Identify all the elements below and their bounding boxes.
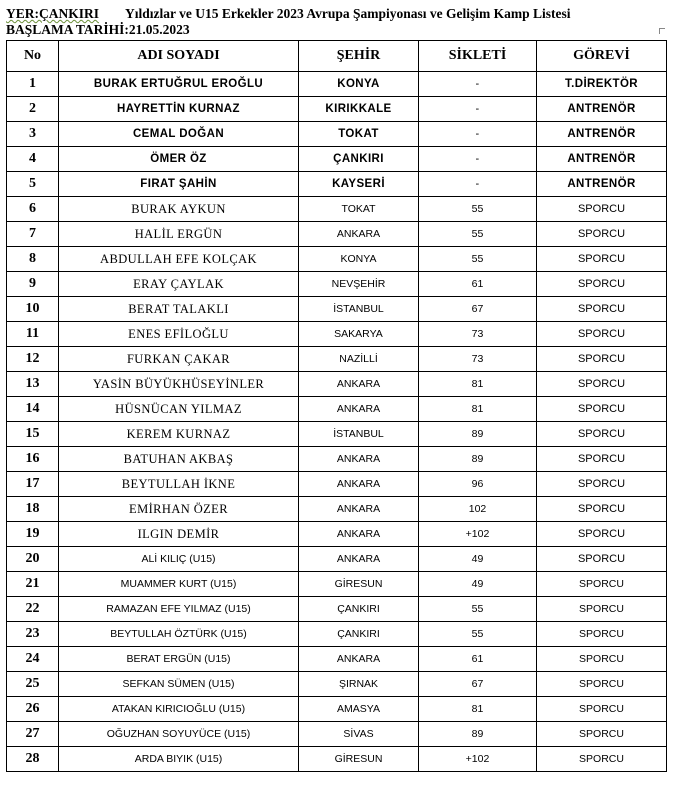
row-name: OĞUZHAN SOYUYÜCE (U15) <box>59 722 299 747</box>
row-role: SPORCU <box>537 622 667 647</box>
table-row <box>7 472 667 497</box>
table-row <box>7 722 667 747</box>
document <box>6 6 666 766</box>
table-row <box>7 172 667 197</box>
row-number: 25 <box>7 672 59 697</box>
row-name: BERAT TALAKLI <box>59 297 299 322</box>
row-city: KAYSERİ <box>299 172 419 197</box>
row-weight: - <box>419 97 537 122</box>
table-row <box>7 572 667 597</box>
page-corner-mark <box>659 28 665 34</box>
row-city: TOKAT <box>299 122 419 147</box>
row-weight: 73 <box>419 347 537 372</box>
location-label: YER:ÇANKIRI <box>6 6 100 21</box>
row-role: ANTRENÖR <box>537 97 667 122</box>
row-name: EMİRHAN ÖZER <box>59 497 299 522</box>
row-city: AMASYA <box>299 697 419 722</box>
row-name: ÖMER ÖZ <box>59 147 299 172</box>
row-weight: 67 <box>419 672 537 697</box>
table-row <box>7 222 667 247</box>
row-role: SPORCU <box>537 722 667 747</box>
row-weight: 61 <box>419 272 537 297</box>
row-weight: - <box>419 72 537 97</box>
row-role: SPORCU <box>537 397 667 422</box>
row-city: ÇANKIRI <box>299 147 419 172</box>
row-weight: 89 <box>419 722 537 747</box>
row-number: 18 <box>7 497 59 522</box>
row-number: 27 <box>7 722 59 747</box>
row-name: ARDA BIYIK (U15) <box>59 747 299 772</box>
row-name: ALİ KILIÇ (U15) <box>59 547 299 572</box>
row-number: 16 <box>7 447 59 472</box>
row-role: SPORCU <box>537 472 667 497</box>
row-role: ANTRENÖR <box>537 172 667 197</box>
table-header-row <box>7 41 667 72</box>
table-row <box>7 397 667 422</box>
row-city: ANKARA <box>299 447 419 472</box>
header-line-1 <box>6 6 666 22</box>
row-number: 20 <box>7 547 59 572</box>
row-name: BURAK AYKUN <box>59 197 299 222</box>
row-role: SPORCU <box>537 447 667 472</box>
row-role: SPORCU <box>537 572 667 597</box>
row-weight: 67 <box>419 297 537 322</box>
row-role: SPORCU <box>537 497 667 522</box>
row-number: 10 <box>7 297 59 322</box>
row-name: BURAK ERTUĞRUL EROĞLU <box>59 72 299 97</box>
row-number: 26 <box>7 697 59 722</box>
row-city: ÇANKIRI <box>299 622 419 647</box>
row-number: 14 <box>7 397 59 422</box>
row-city: İSTANBUL <box>299 422 419 447</box>
row-number: 23 <box>7 622 59 647</box>
row-name: YASİN BÜYÜKHÜSEYİNLER <box>59 372 299 397</box>
row-city: İSTANBUL <box>299 297 419 322</box>
table-row <box>7 447 667 472</box>
row-city: ANKARA <box>299 547 419 572</box>
row-weight: - <box>419 172 537 197</box>
row-weight: +102 <box>419 747 537 772</box>
row-city: ANKARA <box>299 472 419 497</box>
row-name: BEYTULLAH ÖZTÜRK (U15) <box>59 622 299 647</box>
row-role: SPORCU <box>537 297 667 322</box>
row-role: ANTRENÖR <box>537 147 667 172</box>
row-name: HÜSNÜCAN YILMAZ <box>59 397 299 422</box>
row-city: KONYA <box>299 247 419 272</box>
column-header-no: No <box>7 41 59 72</box>
row-city: ANKARA <box>299 397 419 422</box>
row-weight: 81 <box>419 372 537 397</box>
table-row <box>7 347 667 372</box>
row-city: ANKARA <box>299 522 419 547</box>
row-role: SPORCU <box>537 272 667 297</box>
row-weight: 55 <box>419 247 537 272</box>
row-role: SPORCU <box>537 247 667 272</box>
row-name: KEREM KURNAZ <box>59 422 299 447</box>
table-row <box>7 422 667 447</box>
column-header-role: GÖREVİ <box>537 41 667 72</box>
row-city: GİRESUN <box>299 572 419 597</box>
row-role: SPORCU <box>537 422 667 447</box>
row-weight: 81 <box>419 397 537 422</box>
table-row <box>7 372 667 397</box>
row-number: 9 <box>7 272 59 297</box>
row-weight: 81 <box>419 697 537 722</box>
row-role: SPORCU <box>537 597 667 622</box>
row-weight: 89 <box>419 422 537 447</box>
document-title: Yıldızlar ve U15 Erkekler 2023 Avrupa Şampiyonası ve Gelişim Kamp Listesi <box>125 6 571 21</box>
row-number: 5 <box>7 172 59 197</box>
row-role: ANTRENÖR <box>537 122 667 147</box>
row-name: ENES EFİLOĞLU <box>59 322 299 347</box>
row-role: SPORCU <box>537 747 667 772</box>
table-row <box>7 147 667 172</box>
row-weight: - <box>419 147 537 172</box>
row-weight: 102 <box>419 497 537 522</box>
row-number: 11 <box>7 322 59 347</box>
row-role: SPORCU <box>537 222 667 247</box>
row-role: SPORCU <box>537 547 667 572</box>
table-row <box>7 522 667 547</box>
row-number: 1 <box>7 72 59 97</box>
row-name: HAYRETTİN KURNAZ <box>59 97 299 122</box>
row-name: FIRAT ŞAHİN <box>59 172 299 197</box>
table-row <box>7 497 667 522</box>
row-number: 17 <box>7 472 59 497</box>
row-name: ILGIN DEMİR <box>59 522 299 547</box>
table-row <box>7 297 667 322</box>
row-weight: 49 <box>419 572 537 597</box>
row-weight: 49 <box>419 547 537 572</box>
row-role: SPORCU <box>537 197 667 222</box>
row-weight: 55 <box>419 197 537 222</box>
row-number: 28 <box>7 747 59 772</box>
column-header-name: ADI SOYADI <box>59 41 299 72</box>
table-row <box>7 97 667 122</box>
row-weight: 55 <box>419 222 537 247</box>
table-row <box>7 647 667 672</box>
row-name: RAMAZAN EFE YILMAZ (U15) <box>59 597 299 622</box>
row-city: ANKARA <box>299 372 419 397</box>
row-number: 24 <box>7 647 59 672</box>
table-row <box>7 72 667 97</box>
row-weight: 55 <box>419 622 537 647</box>
row-city: ŞIRNAK <box>299 672 419 697</box>
row-number: 8 <box>7 247 59 272</box>
table-row <box>7 322 667 347</box>
row-number: 7 <box>7 222 59 247</box>
row-city: ANKARA <box>299 222 419 247</box>
column-header-weight: SİKLETİ <box>419 41 537 72</box>
row-number: 6 <box>7 197 59 222</box>
column-header-city: ŞEHİR <box>299 41 419 72</box>
row-role: SPORCU <box>537 522 667 547</box>
row-name: FURKAN ÇAKAR <box>59 347 299 372</box>
table-row <box>7 622 667 647</box>
row-city: ANKARA <box>299 497 419 522</box>
table-row <box>7 247 667 272</box>
row-role: SPORCU <box>537 347 667 372</box>
row-number: 2 <box>7 97 59 122</box>
table-row <box>7 197 667 222</box>
row-role: SPORCU <box>537 672 667 697</box>
row-weight: 73 <box>419 322 537 347</box>
row-name: ATAKAN KIRICIOĞLU (U15) <box>59 697 299 722</box>
row-name: CEMAL DOĞAN <box>59 122 299 147</box>
row-number: 15 <box>7 422 59 447</box>
row-number: 3 <box>7 122 59 147</box>
row-weight: 89 <box>419 447 537 472</box>
table-row <box>7 697 667 722</box>
row-city: GİRESUN <box>299 747 419 772</box>
start-date-label: BAŞLAMA TARİHİ:21.05.2023 <box>6 22 190 37</box>
row-name: BEYTULLAH İKNE <box>59 472 299 497</box>
table-row <box>7 547 667 572</box>
row-name: MUAMMER KURT (U15) <box>59 572 299 597</box>
row-city: ÇANKIRI <box>299 597 419 622</box>
table-row <box>7 672 667 697</box>
table-row <box>7 122 667 147</box>
row-number: 22 <box>7 597 59 622</box>
row-name: SEFKAN SÜMEN (U15) <box>59 672 299 697</box>
row-name: ERAY ÇAYLAK <box>59 272 299 297</box>
row-role: T.DİREKTÖR <box>537 72 667 97</box>
row-number: 19 <box>7 522 59 547</box>
row-city: NEVŞEHİR <box>299 272 419 297</box>
row-name: BERAT ERGÜN (U15) <box>59 647 299 672</box>
row-city: KIRIKKALE <box>299 97 419 122</box>
row-number: 13 <box>7 372 59 397</box>
row-name: BATUHAN AKBAŞ <box>59 447 299 472</box>
row-city: SAKARYA <box>299 322 419 347</box>
row-city: KONYA <box>299 72 419 97</box>
row-city: SİVAS <box>299 722 419 747</box>
row-name: HALİL ERGÜN <box>59 222 299 247</box>
row-weight: +102 <box>419 522 537 547</box>
row-city: NAZİLLİ <box>299 347 419 372</box>
table-row <box>7 747 667 772</box>
row-city: ANKARA <box>299 647 419 672</box>
row-number: 12 <box>7 347 59 372</box>
row-role: SPORCU <box>537 322 667 347</box>
roster-table <box>6 40 667 772</box>
row-number: 4 <box>7 147 59 172</box>
row-weight: 61 <box>419 647 537 672</box>
row-role: SPORCU <box>537 372 667 397</box>
row-number: 21 <box>7 572 59 597</box>
row-weight: 96 <box>419 472 537 497</box>
table-row <box>7 272 667 297</box>
row-name: ABDULLAH EFE KOLÇAK <box>59 247 299 272</box>
row-city: TOKAT <box>299 197 419 222</box>
table-row <box>7 597 667 622</box>
row-role: SPORCU <box>537 647 667 672</box>
row-weight: 55 <box>419 597 537 622</box>
row-weight: - <box>419 122 537 147</box>
row-role: SPORCU <box>537 697 667 722</box>
